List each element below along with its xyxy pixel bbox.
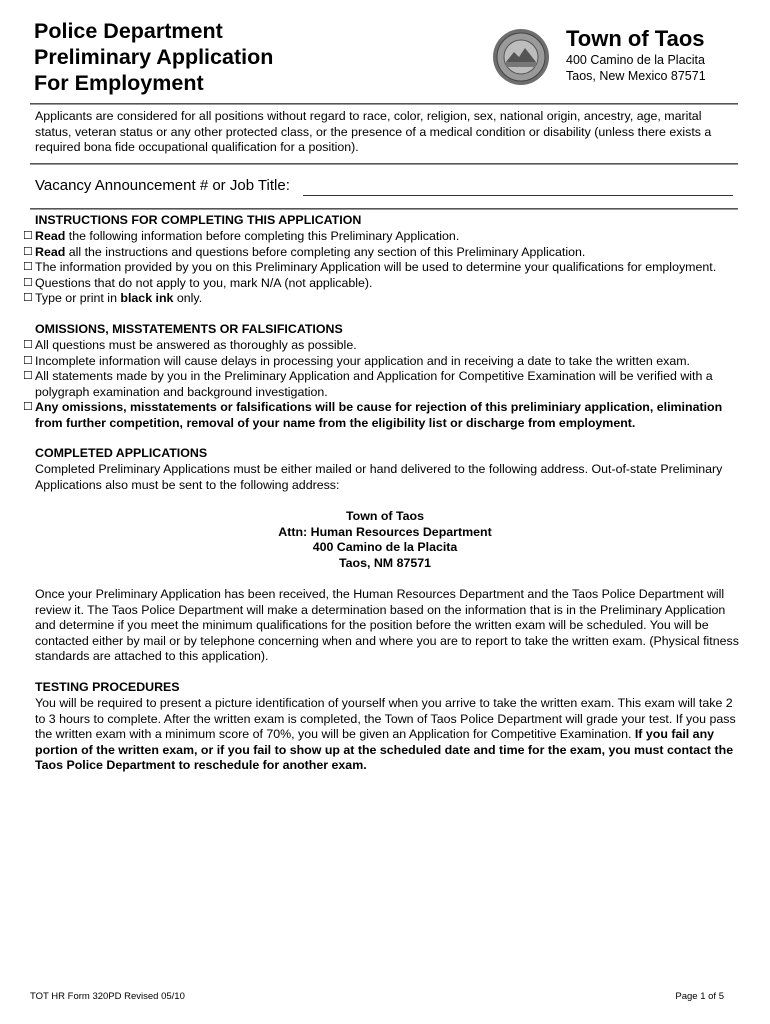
mailing-address bbox=[0, 509, 770, 571]
mail-line: Town of Taos bbox=[345, 509, 424, 523]
town-seal-icon bbox=[492, 28, 550, 86]
checkbox-icon: ☐ bbox=[23, 276, 33, 289]
mail-line: Attn: Human Resources Department bbox=[278, 524, 492, 539]
address-line: 400 Camino de la Placita bbox=[566, 53, 705, 67]
list-item: ☐ Read all the instructions and questions before completing any section of this Preliminary Application. bbox=[23, 244, 586, 259]
page-number: Page 1 of 5 bbox=[675, 991, 724, 1002]
testing-text: You will be required to present a picture identification of yourself when you arrive to take the written exam. This exam will take 2 to 3 hours to complete. After the written exam is completed, the Town of Taos Police Department will grade your test. If you pass the written exam with a minimum score of 70%, you will be given an Application for Competitive Examination. If you fail any portion of the written exam, or if you fail to show up at the scheduled date and time for the exam, you must contact the Taos Police Department to reschedule for another exam. bbox=[35, 696, 736, 773]
completed-text: Completed Preliminary Applications must be either mailed or hand delivered to the following address. Out-of-state Preliminary Applications also must be sent to the following address: bbox=[35, 462, 723, 492]
checkbox-icon: ☐ bbox=[23, 401, 33, 414]
title-line: Preliminary Application bbox=[34, 45, 274, 69]
omissions-list bbox=[23, 338, 741, 432]
list-item: ☐ All statements made by you in the Preliminary Application and Application for Competitive Examination will be verified with a polygraph examination and background investigation. bbox=[23, 369, 713, 399]
list-item: ☐ The information provided by you on this Preliminary Application will be used to determine your qualifications for employment. bbox=[23, 260, 717, 275]
equal-opportunity-statement: Applicants are considered for all positions without regard to race, color, religion, sex, national origin, ancestry, age, marital status, veteran status or any other protected class, or the presence of a medical condition or disability (unless there exists a required bona fide occupational qualification for a position). bbox=[35, 109, 712, 155]
list-item: ☐ Type or print in black ink only. bbox=[23, 291, 203, 306]
address-line: Taos, New Mexico 87571 bbox=[566, 69, 706, 83]
form-id: TOT HR Form 320PD Revised 05/10 bbox=[30, 991, 185, 1002]
vacancy-input-line[interactable] bbox=[303, 195, 733, 196]
list-item: ☐ Any omissions, misstatements or falsifications will be cause for rejection of this preliminiary application, elimination from further competition, removal of your name from the eligibility list or discharge from employment. bbox=[23, 400, 723, 430]
omissions-heading: OMISSIONS, MISSTATEMENTS OR FALSIFICATIONS bbox=[35, 322, 343, 336]
town-name: Town of Taos bbox=[566, 26, 705, 51]
checkbox-icon: ☐ bbox=[23, 370, 33, 383]
divider bbox=[30, 103, 738, 105]
checkbox-icon: ☐ bbox=[23, 245, 33, 258]
checkbox-icon: ☐ bbox=[23, 292, 33, 305]
review-text: Once your Preliminary Application has been received, the Human Resources Department and the Taos Police Department will review it. The Taos Police Department will make a determination based on the information that is in the Preliminary Application and determine if you meet the minimum qualifications for the position before the written exam will be scheduled. You will be contacted either by mail or by telephone concerning when and where you are to report to take the written exam. (Physical fitness standards are attached to this application). bbox=[35, 587, 739, 664]
page-title bbox=[34, 18, 273, 96]
list-item: ☐ Incomplete information will cause delays in processing your application and in receiving a date to take the written exam. bbox=[23, 353, 690, 368]
town-address bbox=[566, 52, 706, 84]
checkbox-icon: ☐ bbox=[23, 354, 33, 367]
mail-line: Taos, NM 87571 bbox=[338, 555, 432, 570]
checkbox-icon: ☐ bbox=[23, 339, 33, 351]
vacancy-label: Vacancy Announcement # or Job Title: bbox=[35, 177, 290, 194]
list-item: ☐ All questions must be answered as thoroughly as possible. bbox=[23, 338, 357, 352]
title-line: For Employment bbox=[34, 71, 204, 95]
checkbox-icon: ☐ bbox=[23, 261, 33, 274]
list-item: ☐ Read the following information before completing this Preliminary Application. bbox=[23, 229, 460, 243]
checkbox-icon: ☐ bbox=[23, 230, 33, 242]
divider bbox=[30, 208, 738, 210]
title-line: Police Department bbox=[34, 19, 223, 43]
instructions-list bbox=[23, 229, 741, 307]
mail-line: 400 Camino de la Placita bbox=[312, 540, 458, 555]
completed-heading: COMPLETED APPLICATIONS bbox=[35, 446, 208, 460]
divider bbox=[30, 163, 738, 165]
testing-heading: TESTING PROCEDURES bbox=[35, 680, 180, 694]
list-item: ☐ Questions that do not apply to you, mark N/A (not applicable). bbox=[23, 275, 373, 290]
instructions-heading: INSTRUCTIONS FOR COMPLETING THIS APPLICATION bbox=[35, 213, 362, 227]
